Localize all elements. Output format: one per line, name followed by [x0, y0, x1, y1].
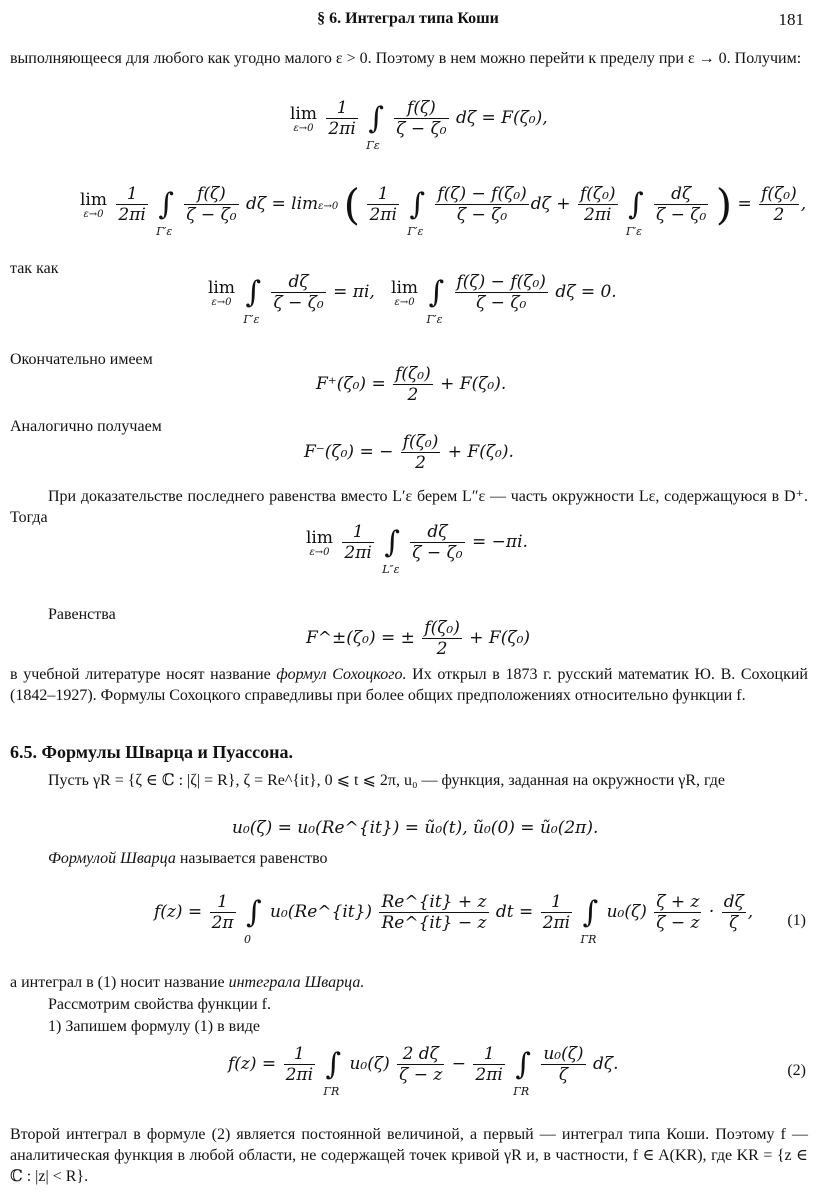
eq9-num2: ζ + z	[656, 892, 700, 912]
sokh-em: формул Сохоцкого.	[276, 666, 407, 683]
equation-2: f(z) = $\frac{1}{2\pi i}$ ∫ ΓR u₀(ζ) $\frac{2 d\zeta}{\zeta - z}$ − $\frac{1}{2\pi i}$ ∫ ΓR $\frac{\text{u₀(ζ)}}{\zeta}$ dζ.	[228, 1044, 619, 1098]
schwarz-em: Формулой Шварца	[48, 850, 176, 867]
eq7-rhs: + F(ζ₀)	[469, 628, 531, 648]
paragraph-proof: При доказательстве последнего равенства вместо L′ε берем L″ε — часть окружности Lε, содержащуюся в D⁺. Тогда	[10, 488, 808, 526]
eq2-den2: ζ − ζ₀	[655, 205, 707, 225]
equation-f-pm: F^±(ζ₀) = ± $\frac{\text{f(ζ₀)}}{2}$ + F(ζ₀)	[306, 618, 531, 659]
eq4-lhs: F⁺(ζ₀) =	[316, 374, 386, 394]
paragraph-item1: 1) Запишем формулу (1) в виде	[48, 1018, 261, 1035]
eq-frac-den: ζ − ζ₀	[396, 119, 447, 139]
eq3-b: dζ = 0.	[555, 282, 617, 302]
schwarz-post: называется равенство	[175, 850, 328, 867]
eq9-u: u₀(ζ)	[606, 902, 647, 922]
eq10-lhs: f(z) =	[228, 1054, 277, 1074]
eq-frac-num: f(ζ)	[394, 98, 448, 119]
paragraph-schwarz	[48, 848, 808, 869]
equation-limit-1: lim ε→0 $\frac{1}{2\pi i}$ ∫ Γε $\frac{f(\zeta)}{\text{ζ − ζ₀}}$ dζ = F(ζ₀),	[290, 98, 548, 152]
eq10-num: 2 dζ	[397, 1044, 444, 1065]
eq9-dt: dt =	[495, 902, 534, 922]
eq10-u: u₀(ζ)	[349, 1054, 390, 1074]
paragraph-sokhotsky	[10, 664, 808, 706]
paragraph-gamma: Пусть γR = {ζ ∈ ℂ : |ζ| = R}, ζ = Re^{it}, 0 ⩽ t ⩽ 2π, u₀ — функция, заданная на окружности γR, где	[48, 772, 726, 789]
eq2-num1: f(ζ) − f(ζ₀)	[437, 184, 527, 204]
eq9-lhs: f(z) =	[154, 902, 203, 922]
paragraph-consider: Рассмотрим свойства функции f.	[48, 996, 271, 1013]
eq3-den: ζ − ζ₀	[273, 293, 324, 313]
paragraph-ravenstva: Равенства	[48, 606, 116, 623]
eq10-den2: ζ	[558, 1065, 569, 1085]
eq9-dot: ·	[708, 902, 715, 922]
eq5-lhs: F⁻(ζ₀) = −	[304, 442, 394, 462]
eq9-den: Re^{it} − z	[381, 913, 487, 933]
eq2-frac-num: f(ζ)	[184, 184, 238, 205]
equation-f-plus: F⁺(ζ₀) = $\frac{\text{f(ζ₀)}}{2}$ + F(ζ₀).	[316, 364, 507, 405]
paragraph-intro: выполняющееся для любого как угодно малого ε > 0. Поэтому в нем можно перейти к пределу при ε → 0. Получим:	[10, 50, 802, 67]
eq10-minus: −	[451, 1054, 467, 1074]
eq3-den2: ζ − ζ₀	[476, 293, 527, 313]
equation-u0: u₀(ζ) = u₀(Re^{it}) = ũ₀(t), ũ₀(0) = ũ₀(2π).	[232, 818, 599, 838]
equation-number-1: (1)	[787, 912, 806, 929]
eq6-rhs: = −πi.	[472, 532, 528, 552]
eq2-den1: ζ − ζ₀	[456, 205, 508, 225]
eq9-num: Re^{it} + z	[381, 892, 487, 912]
paragraph-final: Окончательно имеем	[10, 351, 153, 368]
eq2-frac-den: ζ − ζ₀	[186, 205, 237, 225]
paragraph-tak-kak: так как	[10, 260, 59, 277]
page-number: 181	[778, 10, 804, 29]
paragraph-last: Второй интеграл в формуле (2) является постоянной величиной, а первый — интеграл типа Коши. Поэтому f — аналитическая функция в любой области, не содержащей точек кривой γR и, в частности, f ∈ A(KR), где KR = {z ∈ ℂ : |z| < R}.	[10, 1126, 808, 1185]
equation-f-minus: F⁻(ζ₀) = − $\frac{\text{f(ζ₀)}}{2}$ + F(ζ₀).	[304, 432, 514, 473]
equation-limit-6: lim ε→0 $\frac{1}{2\pi i}$ ∫ L″ε $\frac{d\zeta}{\text{ζ − ζ₀}}$ = −πi.	[306, 522, 528, 576]
eq2-num2: f(ζ₀)	[579, 184, 616, 204]
eq10-end: dζ.	[592, 1054, 619, 1074]
eq2-num3: f(ζ₀)	[761, 184, 797, 204]
section-title: 6.5. Формулы Шварца и Пуассона.	[10, 742, 294, 762]
eq9-mid: u₀(Re^{it})	[270, 902, 373, 922]
eq7-lhs: F^±(ζ₀) = ±	[306, 628, 415, 648]
paragraph-analog: Аналогично получаем	[10, 418, 162, 435]
equation-limit-2: lim ε→0 $\frac{1}{2\pi i}$ ∫ Γ′ε $\frac{f(\zeta)}{\text{ζ − ζ₀}}$ dζ = limε→0 ( $\frac{1}{2\pi i}$ ∫ Γ′ε $\frac{\text{f(ζ) − f(ζ₀)}}{\text{ζ − ζ₀}}$ dζ + $\frac{\text{f(ζ₀)}}{2\pi i}$ ∫ Γ′ε $\frac{d\zeta}{\text{ζ − ζ₀}}$ ) = $\frac{\text{f(ζ₀)}}{2}$ ,	[80, 180, 807, 238]
eq6-den: ζ − ζ₀	[412, 543, 463, 563]
paragraph-integral	[10, 972, 808, 993]
integral-em: интеграла Шварца.	[228, 974, 365, 991]
eq-tail: dζ = F(ζ₀),	[456, 108, 548, 128]
eq10-num2: u₀(ζ)	[543, 1044, 584, 1064]
equation-limits-3: lim ε→0 ∫ Γ′ε $\frac{d\zeta}{\text{ζ − ζ₀}}$ = πi, lim ε→0 ∫ Γ′ε $\frac{\text{f(ζ) − f(ζ₀)}}{\text{ζ − ζ₀}}$ dζ = 0.	[208, 272, 617, 326]
eq10-den: ζ − z	[399, 1065, 443, 1085]
equation-number-2: (2)	[787, 1062, 806, 1079]
eq2-mid: dζ = lim	[246, 194, 319, 214]
page-header	[8, 10, 808, 32]
eq9-den2: ζ − z	[656, 913, 700, 933]
integral-pre: а интеграл в (1) носит название	[10, 974, 229, 991]
eq5-rhs: + F(ζ₀).	[447, 442, 514, 462]
equation-schwarz: f(z) = $\frac{1}{2\pi}$ ∫ 0 u₀(Re^{it}) $\frac{Re\^{}\{it\} + z}{Re\^{}\{it\} - z}$ dt = $\frac{1}{2\pi i}$ ∫ ΓR u₀(ζ) $\frac{\zeta + z}{\zeta - z}$ · $\frac{d\zeta}{\zeta}$ ,	[154, 892, 754, 946]
eq4-rhs: + F(ζ₀).	[440, 374, 507, 394]
header-title: § 6. Интеграл типа Коши	[317, 10, 499, 27]
eq3-a: = πi,	[333, 282, 375, 302]
eq3-num2: f(ζ) − f(ζ₀)	[456, 272, 546, 292]
sokh-post: Их открыл в 1873 г. русский математик Ю. В. Сохоцкий (1842–1927). Формулы Сохоцкого справедливы при более общих предположениях относительно функции f.	[10, 666, 808, 704]
sokh-pre: в учебной литературе носят название	[10, 666, 277, 683]
